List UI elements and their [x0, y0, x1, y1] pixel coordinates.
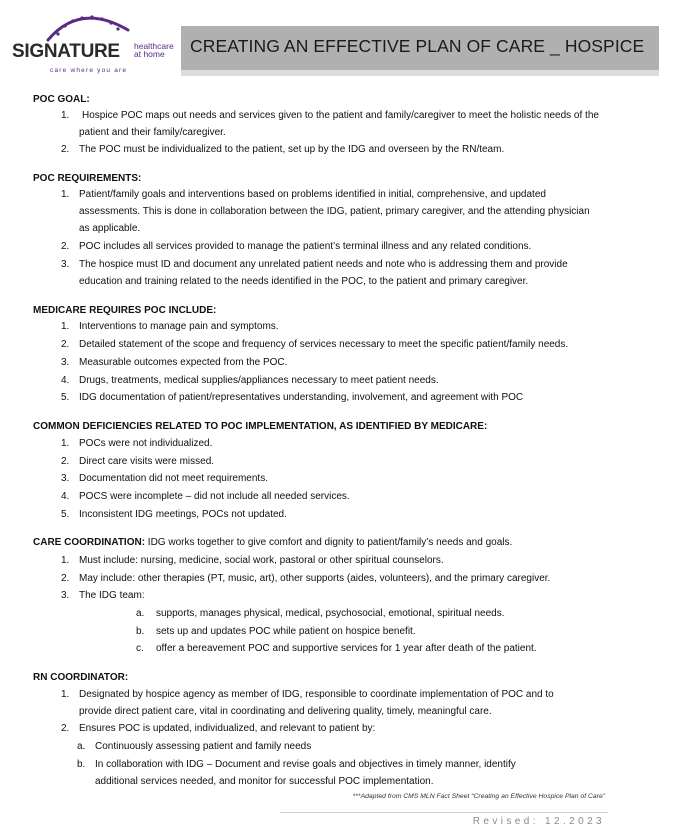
sublist-letter: a.: [136, 608, 145, 619]
list-item-text: Detailed statement of the scope and frequency of services necessary to meet the specific patient/family needs.: [79, 339, 569, 350]
list-item-text: Patient/family goals and interventions based on problems identified in initial, comprehensive, and updated: [79, 189, 546, 200]
list-number: 2.: [61, 241, 70, 252]
section-heading-care-coordination: [33, 537, 512, 548]
list-item-text: Ensures POC is updated, individualized, and relevant to patient by:: [79, 723, 376, 734]
sublist-item-text: Continuously assessing patient and family needs: [95, 741, 312, 752]
list-item-text: The hospice must ID and document any unrelated patient needs and note who is addressing them and provide: [79, 259, 568, 270]
list-number: 1.: [61, 555, 70, 566]
logo-subtitle: [134, 42, 174, 58]
logo-subtitle-line2: at home: [134, 49, 165, 59]
list-item-text: Measurable outcomes expected from the POC.: [79, 357, 288, 368]
list-item-text: The IDG team:: [79, 590, 145, 601]
sublist-item-text: additional services needed, and monitor for successful POC implementation.: [95, 776, 434, 787]
revised-date: Revised: 12.2023: [472, 816, 605, 827]
sublist-item-text: supports, manages physical, medical, psychosocial, emotional, spiritual needs.: [156, 608, 505, 619]
sublist-item-text: offer a bereavement POC and supportive services for 1 year after death of the patient.: [156, 643, 537, 654]
list-item-text: Drugs, treatments, medical supplies/appliances necessary to meet patient needs.: [79, 375, 439, 386]
section-heading-care-coordination-text: IDG works together to give comfort and dignity to patient/family’s needs and goals.: [145, 537, 513, 548]
title-bar-shadow: [181, 70, 659, 76]
list-item-text: POCS were incomplete – did not include all needed services.: [79, 491, 350, 502]
section-heading-poc-goal: POC GOAL:: [33, 94, 90, 105]
list-item-text: as applicable.: [79, 223, 141, 234]
list-number: 2.: [61, 144, 70, 155]
section-heading-care-coordination-label: CARE COORDINATION:: [33, 537, 146, 548]
list-item-text: Must include: nursing, medicine, social work, pastoral or other spiritual counselors.: [79, 555, 444, 566]
list-item-text: Direct care visits were missed.: [79, 456, 215, 467]
list-item-text: May include: other therapies (PT, music, art), other supports (aides, volunteers), and the primary caregiver.: [79, 573, 551, 584]
section-heading-medicare-requires: MEDICARE REQUIRES POC INCLUDE:: [33, 305, 217, 316]
list-number: 2.: [61, 573, 70, 584]
sublist-letter: c.: [136, 643, 144, 654]
list-item-text: assessments. This is done in collaboration between the IDG, patient, primary caregiver, and the attending physician: [79, 206, 590, 217]
list-item-text: IDG documentation of patient/representatives understanding, involvement, and agreement with POC: [79, 392, 524, 403]
list-number: 1.: [61, 689, 70, 700]
list-item-text: Inconsistent IDG meetings, POCs not updated.: [79, 509, 287, 520]
section-heading-common-deficiencies: COMMON DEFICIENCIES RELATED TO POC IMPLEMENTATION, AS IDENTIFIED BY MEDICARE:: [33, 421, 488, 432]
list-item-text: The POC must be individualized to the patient, set up by the IDG and overseen by the RN/team.: [79, 144, 505, 155]
list-number: 3.: [61, 357, 70, 368]
list-number: 1.: [61, 321, 70, 332]
list-item-text: provide direct patient care, vital in coordinating and delivering quality, timely, meaningful care.: [79, 706, 492, 717]
sublist-letter: b.: [136, 626, 145, 637]
sublist-letter: b.: [77, 759, 86, 770]
list-number: 2.: [61, 723, 70, 734]
list-number: 1.: [61, 438, 70, 449]
list-number: 1.: [61, 189, 70, 200]
list-number: 2.: [61, 456, 70, 467]
list-number: 2.: [61, 339, 70, 350]
section-heading-poc-requirements: POC REQUIREMENTS:: [33, 173, 142, 184]
list-item-text: patient and their family/caregiver.: [79, 127, 226, 138]
source-note: ***Adapted from CMS MLN Fact Sheet “Creating an Effective Hospice Plan of Care”: [352, 793, 605, 800]
list-item-text: POC includes all services provided to manage the patient’s terminal illness and any related conditions.: [79, 241, 532, 252]
footer-divider: [280, 812, 608, 813]
list-number: 4.: [61, 491, 70, 502]
list-number: 3.: [61, 259, 70, 270]
logo-subtitle-line1: healthcare: [134, 41, 174, 51]
list-item-text: Hospice POC maps out needs and services given to the patient and family/caregiver to meet the holistic needs of the: [82, 110, 599, 121]
logo-arc-icon: [10, 4, 180, 44]
sublist-letter: a.: [77, 741, 86, 752]
list-item-text: POCs were not individualized.: [79, 438, 213, 449]
list-number: 3.: [61, 473, 70, 484]
list-number: 4.: [61, 375, 70, 386]
section-heading-rn-coordinator: RN COORDINATOR:: [33, 672, 129, 683]
logo-tagline: care where you are: [50, 67, 128, 74]
list-number: 3.: [61, 590, 70, 601]
logo-wordmark: SIGNATURE: [12, 41, 120, 62]
list-item-text: Interventions to manage pain and symptoms.: [79, 321, 279, 332]
list-item-text: education and training related to the needs identified in the POC, to the patient and primary caregiver.: [79, 276, 529, 287]
sublist-item-text: In collaboration with IDG – Document and revise goals and objectives in timely manner, identify: [95, 759, 516, 770]
list-number: 5.: [61, 509, 70, 520]
list-number: 5.: [61, 392, 70, 403]
sublist-item-text: sets up and updates POC while patient on hospice benefit.: [156, 626, 416, 637]
list-number: 1.: [61, 110, 70, 121]
list-item-text: Designated by hospice agency as member of IDG, responsible to coordinate implementation of POC and to: [79, 689, 554, 700]
list-item-text: Documentation did not meet requirements.: [79, 473, 268, 484]
page-title: CREATING AN EFFECTIVE PLAN OF CARE _ HOSPICE: [190, 36, 645, 56]
signature-logo: [10, 4, 180, 78]
